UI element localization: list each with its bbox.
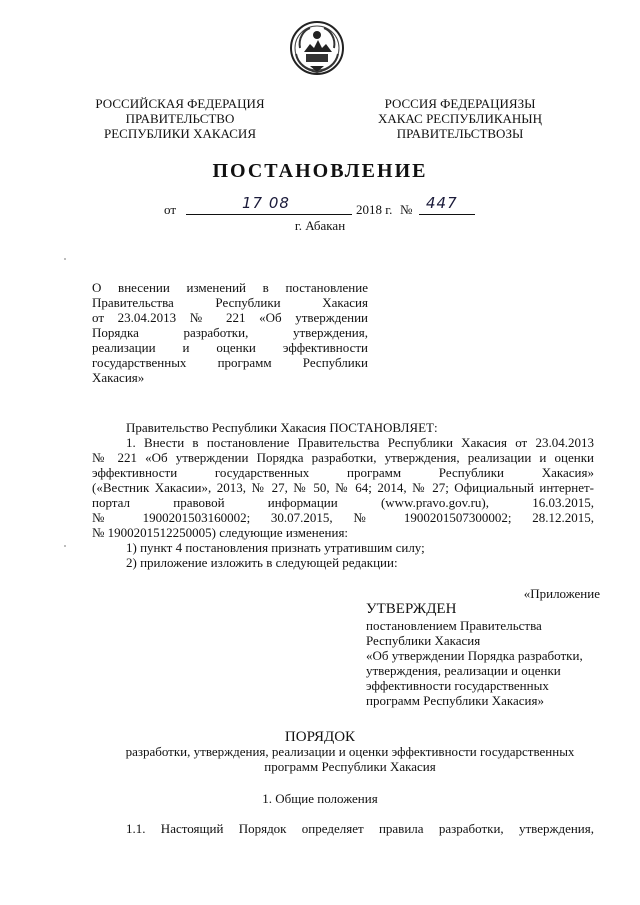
body-text [92,420,594,570]
header-left-line: РЕСПУБЛИКИ ХАКАСИЯ [103,126,256,141]
header-left-line: ПРАВИТЕЛЬСТВО [125,111,235,126]
approved-title: УТВЕРЖДЕН [366,601,457,617]
date-underline [186,214,352,215]
subject-line: Правительства Республики Хакасия [92,295,368,310]
item1-line: № 221 «Об утверждении Порядка разработки, утверждения, реализации и оценки [92,450,594,465]
subject-line: О внесении изменений в постановление [92,280,368,295]
item1-line: эффективности государственных программ Республики Хакасия» [92,465,594,480]
approval-line: постановлением Правительства [366,618,542,633]
section-heading: 1. Общие положения [262,791,378,806]
handwritten-number: 447 [426,194,458,212]
order-title: ПОРЯДОК [284,729,356,745]
header-right-line: ХАКАС РЕСПУБЛИКАНЫҢ [377,111,543,126]
margin-mark [64,258,66,260]
subject-line: от 23.04.2013 № 221 «Об утверждении [92,310,368,325]
order-subtitle [100,744,600,774]
decree-line: Правительство Республики Хакасия ПОСТАНОВЛЯЕТ: [126,420,438,435]
city-label: г. Абакан [294,218,346,233]
header-left [80,96,280,141]
header-left-line: РОССИЙСКАЯ ФЕДЕРАЦИЯ [95,96,265,111]
subject-block [92,280,368,385]
from-label: от [164,202,177,217]
approval-line: утверждения, реализации и оценки [366,663,561,678]
approval-line: «Об утверждении Порядка разработки, [366,648,583,663]
item1-line: № 1900201512250005) следующие изменения: [92,525,349,540]
margin-mark [64,545,66,547]
approval-line: Республики Хакасия [366,633,481,648]
paragraph-1-1: 1.1. Настоящий Порядок определяет правила разработки, утверждения, [126,821,594,836]
item1-line: № 1900201503160002; 30.07.2015, № 1900201507300002; 28.12.2015, [92,510,594,525]
item1-line: 1. Внести в постановление Правительства Республики Хакасия от 23.04.2013 [126,435,594,450]
header-right-line: ПРАВИТЕЛЬСТВОЗЫ [396,126,524,141]
item1-1-line: 1) пункт 4 постановления признать утратившим силу; [126,540,425,555]
header-right-line: РОССИЯ ФЕДЕРАЦИЯЗЫ [384,96,536,111]
item1-2-line: 2) приложение изложить в следующей редакции: [126,555,398,570]
subject-line: государственных программ Республики [92,355,368,370]
header-right [350,96,570,141]
item1-line: («Вестник Хакасии», 2013, № 27, № 50, № 64; 2014, № 27; Официальный интернет- [92,480,594,495]
handwritten-date: 17 08 [242,194,290,212]
subject-line: реализации и оценки эффективности [92,340,368,355]
item1-line: портал правовой информации (www.pravo.gov.ru), 16.03.2015, [92,495,594,510]
year-label: 2018 г. [356,202,393,217]
approval-block [366,600,606,708]
approval-line: программ Республики Хакасия» [366,693,544,708]
subject-line: Порядка разработки, утверждения, [92,325,368,340]
number-label: № [400,202,413,217]
document-title: ПОСТАНОВЛЕНИЕ [212,160,428,182]
date-number-row [164,194,494,218]
order-subtitle-line: программ Республики Хакасия [264,759,436,774]
approval-line: эффективности государственных [366,678,549,693]
appendix-tag: «Приложение [523,586,600,601]
number-underline [419,214,475,215]
order-subtitle-line: разработки, утверждения, реализации и оценки эффективности государственных [125,744,575,759]
coat-of-arms-icon [288,18,346,80]
subject-line: Хакасия» [92,370,145,385]
